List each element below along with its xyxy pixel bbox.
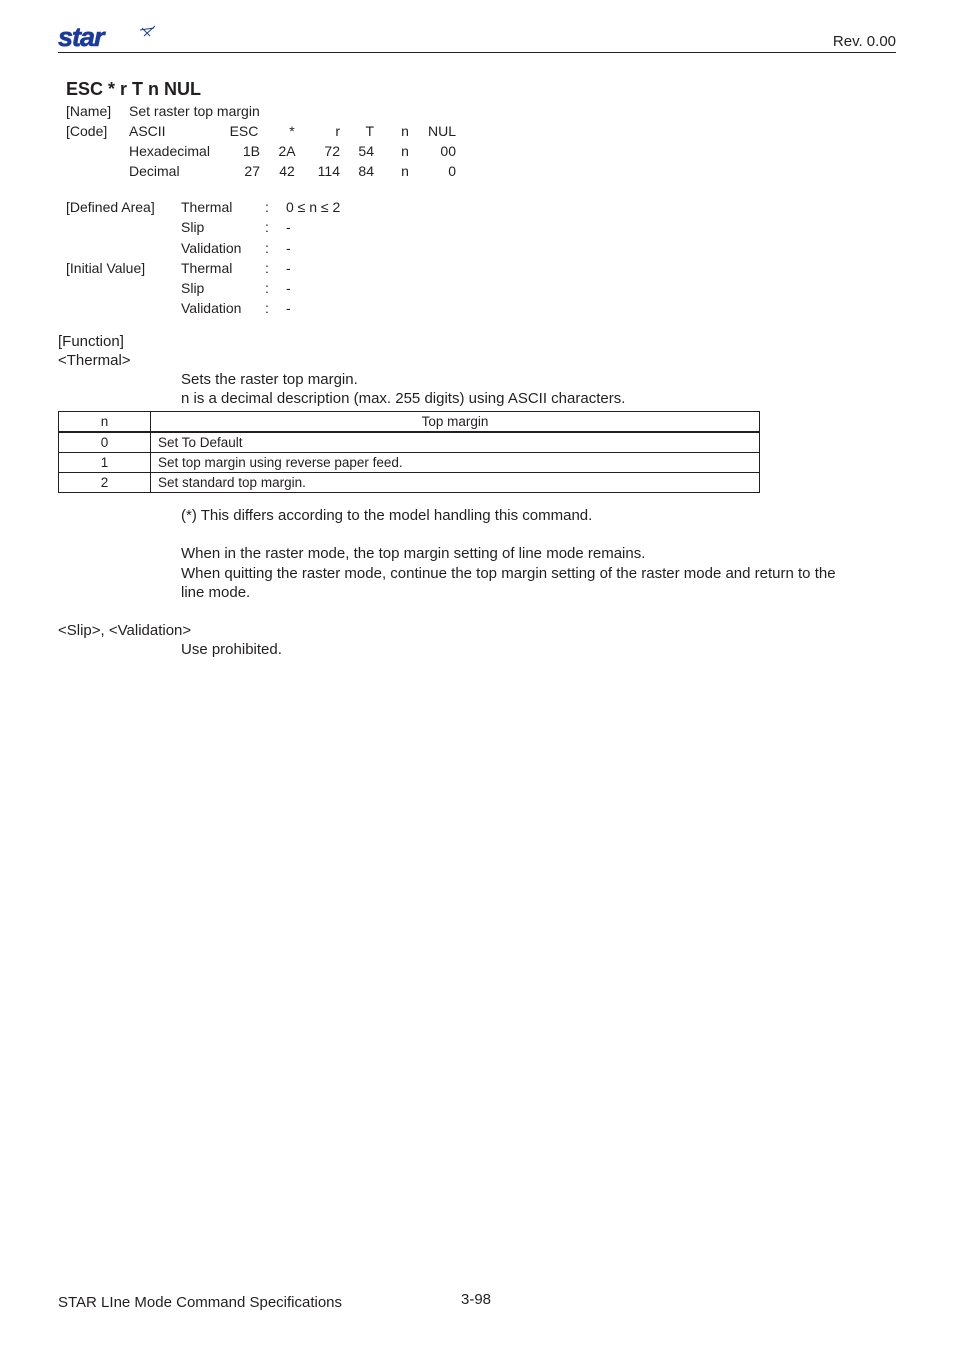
- code-cell: ESC: [229, 123, 259, 139]
- table-cell-n: 0: [59, 432, 151, 453]
- name-label: [Name]: [66, 103, 112, 119]
- slip-validation-label: <Slip>, <Validation>: [58, 622, 192, 639]
- initial-value-value: -: [286, 300, 291, 316]
- code-cell: r: [335, 123, 340, 139]
- table-header-n: n: [59, 412, 151, 433]
- raster-paragraph-2-line-1: When quitting the raster mode, continue the top margin setting of the raster mode and return to the: [181, 565, 836, 582]
- table-cell-desc: Set standard top margin.: [151, 473, 760, 493]
- code-cell: NUL: [427, 123, 456, 139]
- function-desc-1: Sets the raster top margin.: [181, 371, 358, 388]
- code-row-label: ASCII: [129, 123, 166, 139]
- code-cell: n: [401, 163, 409, 179]
- code-cell: 2A: [278, 143, 296, 159]
- code-cell: 54: [358, 143, 374, 159]
- footer-page-number: 3-98: [461, 1291, 492, 1308]
- defined-area-value: -: [286, 219, 291, 235]
- table-cell-desc: Set top margin using reverse paper feed.: [151, 453, 760, 473]
- code-label: [Code]: [66, 123, 108, 139]
- initial-value-mode: Thermal: [181, 260, 233, 276]
- header-rule: [58, 52, 896, 53]
- defined-area-value: -: [286, 240, 291, 256]
- revision-label: Rev. 0.00: [832, 33, 896, 50]
- initial-value-sep: :: [265, 260, 269, 276]
- raster-paragraph-2-line-2: line mode.: [181, 584, 251, 601]
- function-label: [Function]: [58, 333, 124, 350]
- table-cell-desc: Set To Default: [151, 432, 760, 453]
- thermal-label: <Thermal>: [58, 352, 131, 369]
- table-cell-n: 1: [59, 453, 151, 473]
- initial-value-mode: Validation: [181, 300, 242, 316]
- code-cell: *: [289, 123, 295, 139]
- initial-value-label: [Initial Value]: [66, 260, 146, 276]
- top-margin-table: [58, 411, 760, 493]
- table-header-top-margin: Top margin: [151, 412, 760, 433]
- defined-area-mode: Thermal: [181, 199, 233, 215]
- table-row: [59, 432, 760, 453]
- table-cell-n: 2: [59, 473, 151, 493]
- defined-area-mode: Validation: [181, 240, 242, 256]
- initial-value-value: -: [286, 260, 291, 276]
- defined-area-label: [Defined Area]: [66, 199, 155, 215]
- footer-document-title: STAR LIne Mode Command Specifications: [58, 1294, 343, 1311]
- function-desc-2: n is a decimal description (max. 255 digits) using ASCII characters.: [181, 390, 626, 407]
- table-header-row: [59, 412, 760, 433]
- initial-value-sep: :: [265, 300, 269, 316]
- code-cell: 42: [279, 163, 295, 179]
- initial-value-sep: :: [265, 280, 269, 296]
- code-cell: 84: [358, 163, 374, 179]
- code-row-label: Hexadecimal: [129, 143, 210, 159]
- code-row-label: Decimal: [129, 163, 180, 179]
- defined-area-sep: :: [265, 219, 269, 235]
- table-row: [59, 453, 760, 473]
- slip-validation-desc: Use prohibited.: [181, 641, 282, 658]
- code-cell: 72: [324, 143, 340, 159]
- initial-value-value: -: [286, 280, 291, 296]
- table-row: [59, 473, 760, 493]
- model-note: (*) This differs according to the model handling this command.: [181, 507, 593, 524]
- defined-area-mode: Slip: [181, 219, 205, 235]
- defined-area-sep: :: [265, 240, 269, 256]
- raster-paragraph-1: When in the raster mode, the top margin setting of line mode remains.: [181, 545, 646, 562]
- code-cell: 00: [440, 143, 456, 159]
- code-cell: T: [365, 123, 374, 139]
- initial-value-mode: Slip: [181, 280, 205, 296]
- defined-area-sep: :: [265, 199, 269, 215]
- code-cell: 1B: [242, 143, 260, 159]
- code-cell: n: [401, 123, 409, 139]
- code-cell: n: [401, 143, 409, 159]
- star-logo: [58, 24, 158, 50]
- svg-text:star: star: [58, 24, 104, 50]
- name-value: Set raster top margin: [129, 103, 260, 119]
- code-cell: 27: [244, 163, 260, 179]
- code-cell: 114: [317, 163, 340, 179]
- code-cell: 0: [448, 163, 456, 179]
- defined-area-value: 0 ≤ n ≤ 2: [286, 199, 341, 215]
- command-title: ESC * r T n NUL: [66, 79, 202, 99]
